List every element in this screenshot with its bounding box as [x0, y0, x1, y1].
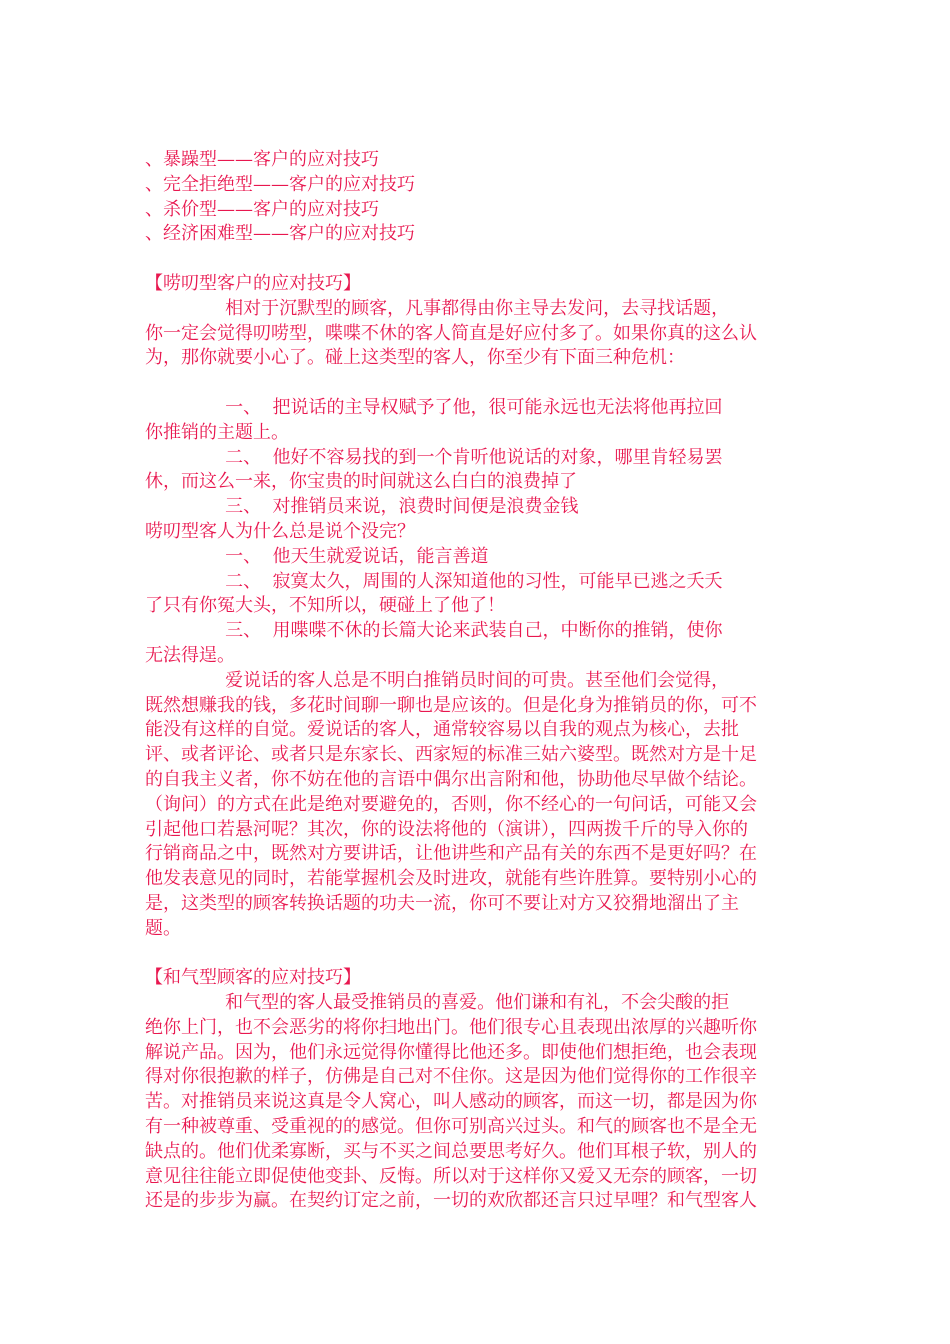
- toc-item: 、完全拒绝型——客户的应对技巧: [145, 173, 415, 195]
- section-body: [145, 297, 800, 942]
- toc-item: 、杀价型——客户的应对技巧: [145, 198, 379, 220]
- paragraph-line: 评、或者评论、或者只是东家长、西家短的标准三姑六婆型。既然对方是十足: [145, 744, 757, 766]
- paragraph-line: 的自我主义者，你不妨在他的言语中偶尔出言附和他，协助他尽早做个结论。: [145, 768, 757, 790]
- paragraph-line: 休，而这么一来，你宝贵的时间就这么白白的浪费掉了: [145, 471, 577, 493]
- section-chatty-customer: [145, 272, 800, 942]
- section-body: [145, 991, 800, 1214]
- paragraph-line: 还是的步步为赢。在契约订定之前，一切的欢欣都还言只过早哩？和气型客人: [145, 1190, 757, 1212]
- paragraph-line: 是，这类型的顾客转换话题的功夫一流，你可不要让对方又狡猾地溜出了主: [145, 892, 739, 914]
- paragraph-line: 为，那你就要小心了。碰上这类型的客人，你至少有下面三种危机：: [145, 347, 685, 369]
- paragraph-line: 苦。对推销员来说这真是令人窝心，叫人感动的顾客，而这一切，都是因为你: [145, 1091, 757, 1113]
- paragraph-line: 爱说话的客人总是不明白推销员时间的可贵。甚至他们会觉得，: [145, 669, 730, 691]
- paragraph-line: 了只有你冤大头，不知所以，硬碰上了他了！: [145, 595, 505, 617]
- paragraph-line: 有一种被尊重、受重视的的感觉。但你可别高兴过头。和气的顾客也不是全无: [145, 1116, 757, 1138]
- paragraph-line: 得对你很抱歉的样子，仿佛是自己对不住你。这是因为他们觉得你的工作很辛: [145, 1066, 757, 1088]
- section-heading: 【和气型顾客的应对技巧】: [145, 967, 361, 989]
- toc-item: 、经济困难型——客户的应对技巧: [145, 223, 415, 245]
- paragraph-line: 一、 把说话的主导权赋予了他，很可能永远也无法将他再拉回: [145, 396, 723, 418]
- paragraph-line: 能没有这样的自觉。爱说话的客人，通常较容易以自我的观点为核心，去批: [145, 719, 739, 741]
- paragraph-line: 和气型的客人最受推销员的喜爱。他们谦和有礼，不会尖酸的拒: [145, 992, 730, 1014]
- spacer: [145, 942, 800, 967]
- paragraph-line: 行销商品之中，既然对方要讲话，让他讲些和产品有关的东西不是更好吗？在: [145, 843, 757, 865]
- paragraph-line: [145, 371, 800, 396]
- section-heading: 【唠叨型客户的应对技巧】: [145, 272, 361, 294]
- paragraph-line: 三、 对推销员来说，浪费时间便是浪费金钱: [145, 496, 579, 518]
- toc-item: 、暴躁型——客户的应对技巧: [145, 149, 379, 170]
- paragraph-line: 三、 用喋喋不休的长篇大论来武装自己，中断你的推销，使你: [145, 620, 723, 642]
- paragraph-line: 解说产品。因为，他们永远觉得你懂得比他还多。即使他们想拒绝，也会表现: [145, 1041, 757, 1063]
- paragraph-line: 绝你上门，也不会恶劣的将你扫地出门。他们很专心且表现出浓厚的兴趣听你: [145, 1016, 757, 1038]
- paragraph-line: 引起他口若悬河呢？其次，你的设法将他的（演讲），四两拨千斤的导入你的: [145, 818, 748, 840]
- paragraph-line: 意见往往能立即促使他变卦、反悔。所以对于这样你又爱又无奈的顾客，一切: [145, 1165, 757, 1187]
- paragraph-line: 二、 寂寞太久，周围的人深知道他的习性，可能早已逃之夭夭: [145, 570, 723, 592]
- paragraph-line: 二、 他好不容易找的到一个肯听他说话的对象，哪里肯轻易罢: [145, 446, 723, 468]
- toc-list: [145, 148, 800, 247]
- spacer: [145, 247, 800, 272]
- paragraph-line: 你一定会觉得叨唠型，喋喋不休的客人简直是好应付多了。如果你真的这么认: [145, 322, 757, 344]
- paragraph-line: 缺点的。他们优柔寡断，买与不买之间总要思考好久。他们耳根子软，别人的: [145, 1140, 757, 1162]
- paragraph-line: 一、 他天生就爱说话，能言善道: [145, 545, 489, 567]
- paragraph-line: 唠叨型客人为什么总是说个没完？: [145, 520, 415, 542]
- paragraph-line: 他发表意见的同时，若能掌握机会及时进攻，就能有些许胜算。要特别小心的: [145, 868, 757, 890]
- paragraph-line: 题。: [145, 917, 181, 939]
- paragraph-line: 既然想赚我的钱，多花时间聊一聊也是应该的。但是化身为推销员的你，可不: [145, 694, 757, 716]
- document-page: [145, 148, 800, 1214]
- paragraph-line: 无法得逞。: [145, 644, 235, 666]
- paragraph-line: 你推销的主题上。: [145, 421, 289, 443]
- paragraph-line: 相对于沉默型的顾客，凡事都得由你主导去发问，去寻找话题，: [145, 297, 730, 319]
- paragraph-line: （询问）的方式在此是绝对要避免的，否则，你不经心的一句问话，可能又会: [145, 793, 757, 815]
- section-amiable-customer: [145, 966, 800, 1214]
